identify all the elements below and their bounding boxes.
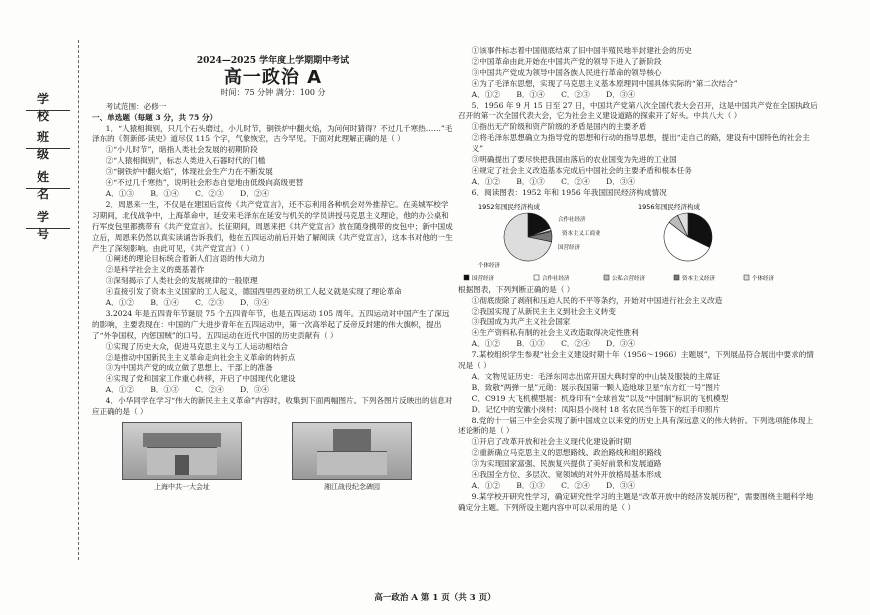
photo-caption: 上海中共一大会址	[154, 483, 210, 491]
question-7-stem: 7.某校组织学生参观“社会主义建设时期十年（1956～1966）主题展”，下列展品符合展出中要求的情况是（ ）	[458, 350, 814, 371]
question-8-answers: A．①② B．①③ C．②④ D．③④	[471, 481, 635, 490]
question-6-option: ④生产资料私有制的社会主义改造取得决定性胜利	[471, 328, 639, 338]
question-5-option: ④规定了社会主义改造基本完成后中国社会的主要矛盾和根本任务	[471, 165, 692, 175]
question-2-option: ③深刻揭示了人类社会的发展规律的一般原理	[105, 276, 258, 286]
question-6-intro: 根据图表，下列判断正确的是（ ）	[458, 284, 575, 294]
legend-label: 国营经济	[472, 275, 495, 282]
question-4-option: ②中国革命由此开始在中国共产党的领导下进入了新阶段	[471, 56, 662, 66]
question-3-option: ④实现了党和国家工作重心转移，开启了中国现代化建设	[105, 374, 296, 384]
question-3-option: ③为中国共产党的成立做了思想上、干部上的准备	[105, 363, 273, 373]
pie-charts-svg	[458, 201, 820, 285]
legend-swatch	[534, 275, 539, 280]
section-heading: 一、单选题（每题 3 分，共 75 分）	[92, 112, 218, 122]
student-info-strip	[22, 80, 74, 540]
question-6-option: ②我国实现了从新民主主义到社会主义转变	[471, 306, 616, 316]
question-1-option: ①“小儿时节”，暗指人类社会发展的初期阶段	[105, 145, 258, 155]
question-3-answers: A．①② B．①③ C．②④ D．③④	[105, 385, 269, 395]
question-5-stem: 5．1956 年 9 月 15 日至 27 日，中国共产党第八次全国代表大会召开，这是中国共产党在全国执政后召开的第一次全国代表大会，它为社会主义建设道路的探索开了好头。中共八大（ ）	[458, 100, 818, 121]
class-blank[interactable]	[26, 148, 70, 149]
question-7-option: D．记忆中的安徽小岗村：凤阳县小岗村 18 名农民当年签下的红手印照片	[471, 404, 721, 414]
question-4-answers: A．①② B．①④ C．②③ D．③④	[471, 89, 635, 99]
legend-swatch	[744, 275, 749, 280]
right-column	[458, 46, 820, 514]
pie-chart-title: 1952年国民经济构成	[478, 202, 541, 211]
legend-swatch	[604, 275, 609, 280]
photo-building-1	[122, 422, 242, 480]
question-6-option: ③我国成为共产主义社会国家	[471, 317, 571, 327]
legend-label: 公私合营经济	[612, 275, 646, 282]
economy-pie-charts	[458, 201, 820, 285]
question-3-stem: 3.2024 年是五四青年节诞辰 75 个五四青年节，也是五四运动 105 周年。五四运动对中国产生了深远的影响，主要表现在：中国的广大进步青年在五四运动中，第一次高举起了反帝反封建的伟大旗帜，提出了“外争国权，内惩国贼”的口号。五四运动在近代中国的历史贡献有（ ）	[92, 308, 450, 340]
legend-swatch	[674, 275, 679, 280]
question-5-option: ①指出无产阶级和资产阶级的矛盾是国内的主要矛盾	[471, 122, 647, 132]
legend-swatch	[464, 275, 469, 280]
school-blank[interactable]	[26, 110, 70, 111]
question-9-stem: 9.某学校开研究性学习，确定研究性学习的主题是“改革开放中的经济发展历程”，需要围绕主题科学地确定分主题。下列所设主题内容中可以采用的是（ ）	[458, 491, 814, 512]
question-4-option: ④为了毛泽东思想，实现了马克思主义基本原理同中国具体实际的“第二次结合”	[471, 78, 738, 88]
exam-meta: 时间：75 分钟 满分：100 分	[220, 87, 326, 97]
question-4-option: ①该事件标志着中国彻底结束了旧中国半殖民地半封建社会的历史	[471, 46, 692, 55]
question-2-stem: 2．周恩来一生，不仅是在建国后宣传《共产党宣言》，还不忘利用各种机会对外推荐它。在美城军校学习期间，北伐战争中，上海革命中，延安来毛泽东在延安与机关的学员讲授马克思主义理论，他的办公桌和行军皮包里都携带有《共产党宣言》。长征期间，周恩来把《共产党宣言》放在随身携带的皮包中；新中国成立后，周恩来仍然以真实读诵告诉我们，他在五四运动前后开始了解阅读《共产党宣言》，这本书对他的一生产生了深刻影响。由此可见，《共产党宣言》（ ）	[92, 199, 453, 253]
question-4-stem: 4．小华同学在学习“伟大的新民主主义革命”内容时，收集到下面两幅图片。下列各图片反映出的信息对应正确的是（ ）	[92, 396, 453, 417]
pie-callout-label: 资本主义工商业	[562, 230, 601, 237]
question-5-option: ③明确提出了要尽快把我国由落后的农业国变为先进的工业国	[471, 155, 677, 165]
question-2-option: ②是科学社会主义的奠基著作	[105, 265, 205, 275]
question-2-answers: A．①② B．①④ C．②③ D．③④	[105, 298, 269, 308]
student-id-blank[interactable]	[26, 228, 70, 229]
pie-callout-label: 国营经济	[558, 244, 581, 251]
name-label: 姓 名	[36, 170, 59, 201]
question-1-answers: A．①③ B．①④ C．②③ D．②④	[105, 188, 269, 198]
exam-year-line: 2024—2025 学年度上学期期中考试	[196, 56, 350, 66]
question-5-option: ②将毛泽东思想确立为指导党的思想和行动的指导思想，提出“走自己的路，建设有中国特色的社会主义”	[471, 133, 810, 154]
binding-line	[78, 40, 79, 560]
question-1-option: ②“人猿相揖别”，标志人类进入石器时代的门槛	[105, 156, 266, 166]
question-3-option: ①实现了历史大众，促进马克思主义与工人运动相结合	[105, 341, 288, 351]
question-7-option: B．致敬“两弹一星”元勋：展示我国第一颗人造地球卫星“东方红一号”图片	[471, 382, 721, 392]
photo-caption: 湘江战役纪念碑园	[324, 483, 380, 491]
student-id-label: 学 号	[36, 210, 59, 241]
exam-scope: 考试范围：必修一	[105, 101, 167, 111]
left-column	[92, 0, 454, 494]
question-6-answers: A．①② B．①③ C．②④ D．③④	[471, 339, 635, 349]
question-2-option: ①阐述的理论目标统合着新人们言语的伟大动力	[105, 254, 266, 264]
question-1-option: ④“不过几千寒热”，说明社会形态自觉地由低级向高级更替	[105, 178, 304, 188]
question-8-stem: 8.党的十一届三中全会实现了新中国成立以来党的历史上具有深远意义的伟大转折。下列选项能体现上述论断的是（ ）	[458, 415, 814, 436]
question-8-option: ③为实现国家富强、民族复兴提供了美好前景和发展道路	[471, 459, 662, 469]
pie-callout-label: 合作社经济	[558, 216, 586, 223]
question-8-option: ①开启了改革开放和社会主义现代化建设新时期	[471, 437, 632, 447]
legend-label: 合作社经济	[542, 275, 570, 282]
legend-label: 个体经济	[752, 275, 775, 282]
question-3-option: ②是推动中国新民主主义革命走向社会主义革命的转折点	[105, 352, 296, 362]
question-4-photos	[92, 420, 454, 494]
question-8-option: ②重新确立马克思主义的思想路线、政治路线和组织路线	[471, 448, 662, 458]
pie-callout-label: 个体经济	[478, 262, 501, 269]
class-label: 班 级	[36, 130, 59, 161]
question-1-option: ③“铜铁炉中翻火焰”，体现社会生产力在不断发展	[105, 167, 273, 177]
question-2-option: ④直接引发了资本主义国家的工人起义，德国西里西亚纺织工人起义就是实现了理论革命	[105, 287, 402, 297]
question-8-option: ④我国全方位、多层次、宽领域的对外开放格局基本形成	[471, 470, 662, 480]
question-1-stem: 1．“人猿相揖别，只几个石头磨过，小儿时节，铜铁炉中翻火焰，为问何时猜得？不过几千寒热……”毛泽东的《贺新郎·读史》道尽仅 115 个字，气象恢宏，古今罕见。下面对此理解正确的是（ ）	[92, 123, 453, 144]
school-label: 学 校	[36, 92, 59, 123]
legend-label: 资本主义经济	[682, 275, 716, 282]
name-blank[interactable]	[26, 188, 70, 189]
page-footer: 高一政治 A 第 1 页（共 3 页）	[374, 593, 496, 603]
photo-building-2	[292, 422, 412, 480]
pie-chart-title: 1956年国民经济构成	[638, 202, 701, 211]
question-6-option: ①彻底废除了剥削和压迫人民的不平等条约，开始对中国进行社会主义改造	[471, 295, 723, 305]
question-4-option: ③中国共产党成为领导中国各族人民进行革命的领导核心	[471, 67, 662, 77]
question-7-option: A．文物见证历史：毛泽东同志出席开国大典时穿的中山装及服装的主席证	[471, 371, 721, 381]
question-5-answers: A．①② B．①③ C．②④ D．③④	[471, 176, 635, 186]
exam-title: 高一政治 A	[223, 66, 323, 88]
question-6-stem: 6．阅读图表：1952 年和 1956 年我国国民经济构成情况	[471, 187, 667, 197]
question-7-option: C．C919 大飞机模型展：机身印有“全球首发”以及“中国制”标识的飞机模型	[471, 393, 729, 403]
